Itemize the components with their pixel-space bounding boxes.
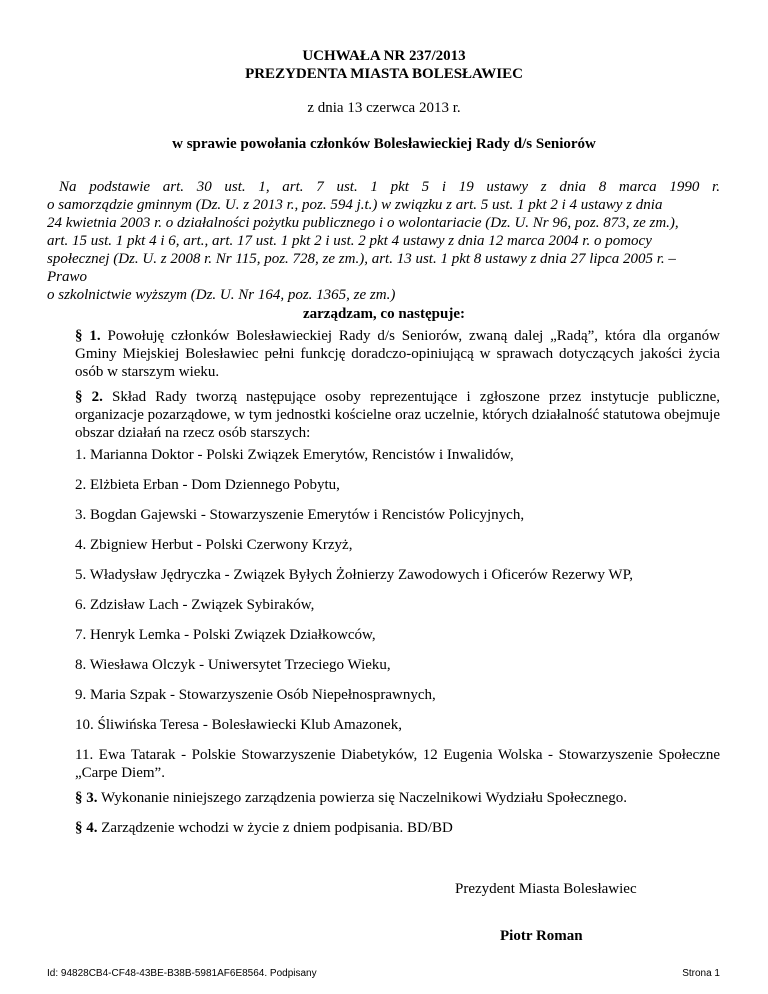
member-item: 8. Wiesława Olczyk - Uniwersytet Trzeciego Wieku, — [75, 657, 391, 673]
member-item: 7. Henryk Lemka - Polski Związek Działkowców, — [75, 627, 376, 643]
legal-basis-line: społecznej (Dz. U. z 2008 r. Nr 115, poz. 728, ze zm.), art. 13 ust. 1 pkt 8 ustawy z dnia 27 lipca 2005 r. – — [47, 251, 676, 267]
member-item: 4. Zbigniew Herbut - Polski Czerwony Krzyż, — [75, 537, 353, 553]
member-item: 1. Marianna Doktor - Polski Związek Emerytów, Rencistów i Inwalidów, — [75, 447, 514, 463]
section-mark: § 1. — [75, 328, 101, 344]
page-footer — [47, 968, 720, 979]
signature-name: Piotr Roman — [500, 928, 583, 944]
decree-statement: zarządzam, co następuje: — [302, 306, 466, 322]
section-text: Zarządzenie wchodzi w życie z dniem podpisania. BD/BD — [97, 820, 453, 836]
legal-basis-line: Prawo — [47, 269, 88, 285]
member-item: 6. Zdzisław Lach - Związek Sybiraków, — [75, 597, 315, 613]
section-1 — [47, 327, 720, 381]
section-mark: § 2. — [75, 389, 103, 405]
section-mark: § 3. — [75, 790, 98, 806]
member-item-11-12 — [47, 746, 720, 782]
legal-basis-line: o samorządzie gminnym (Dz. U. z 2013 r., poz. 594 j.t.) w związku z art. 5 ust. 1 pkt 2 i 4 ustawy z dnia — [47, 197, 663, 213]
title-line-1: UCHWAŁA NR 237/2013 — [302, 48, 466, 64]
section-text: Powołuję członków Bolesławieckiej Rady d/s Seniorów, zwaną dalej „Radą”, która dla organów Gminy Miejskiej Bolesławiec pełni funkcję doradczo-opiniującą w sprawach dotyczących jakości życia osób w starszym wieku. — [75, 328, 720, 380]
section-mark: § 4. — [75, 820, 98, 836]
legal-basis — [47, 178, 720, 304]
member-item: 11. Ewa Tatarak - Polskie Stowarzyszenie Diabetyków, 12 Eugenia Wolska - Stowarzyszenie Społeczne „Carpe Diem”. — [75, 747, 720, 781]
member-item: 3. Bogdan Gajewski - Stowarzyszenie Emerytów i Rencistów Policyjnych, — [75, 507, 525, 523]
legal-basis-line: art. 15 ust. 1 pkt 4 i 6, art., art. 17 ust. 1 pkt 2 i ust. 2 pkt 4 ustawy z dnia 12 marca 2004 r. o pomocy — [47, 233, 652, 249]
document-date: z dnia 13 czerwca 2013 r. — [307, 100, 461, 116]
document-subject: w sprawie powołania członków Bolesławieckiej Rady d/s Seniorów — [172, 136, 596, 152]
signature-role: Prezydent Miasta Bolesławiec — [455, 881, 637, 897]
section-3 — [47, 789, 720, 807]
member-item: 9. Maria Szpak - Stowarzyszenie Osób Niepełnosprawnych, — [75, 687, 436, 703]
document-id: Id: 94828CB4-CF48-43BE-B38B-5981AF6E8564. Podpisany — [47, 968, 317, 979]
title-line-2: PREZYDENTA MIASTA BOLESŁAWIEC — [245, 66, 523, 82]
page-number: Strona 1 — [682, 968, 720, 979]
legal-basis-line: Na podstawie art. 30 ust. 1, art. 7 ust. 1 pkt 5 i 19 ustawy z dnia 8 marca 1990 r. — [59, 179, 720, 195]
section-text: Wykonanie niniejszego zarządzenia powierza się Naczelnikowi Wydziału Społecznego. — [97, 790, 628, 806]
legal-basis-line: o szkolnictwie wyższym (Dz. U. Nr 164, poz. 1365, ze zm.) — [47, 287, 396, 303]
member-item: 5. Władysław Jędryczka - Związek Byłych Żołnierzy Zawodowych i Oficerów Rezerwy WP, — [75, 567, 634, 583]
section-text: Skład Rady tworzą następujące osoby reprezentujące i zgłoszone przez instytucje publiczne, organizacje pozarządowe, w tym jednostki kościelne oraz uczelnie, których działalność statutowa obejmuje obszar działań na rzecz osób starszych: — [75, 389, 720, 441]
legal-basis-line: 24 kwietnia 2003 r. o działalności pożytku publicznego i o wolontariacie (Dz. U. Nr 96, poz. 873, ze zm.), — [47, 215, 679, 231]
section-4 — [47, 819, 720, 837]
section-2 — [47, 388, 720, 442]
member-item: 10. Śliwińska Teresa - Bolesławiecki Klub Amazonek, — [75, 717, 402, 733]
member-item: 2. Elżbieta Erban - Dom Dziennego Pobytu, — [75, 477, 340, 493]
